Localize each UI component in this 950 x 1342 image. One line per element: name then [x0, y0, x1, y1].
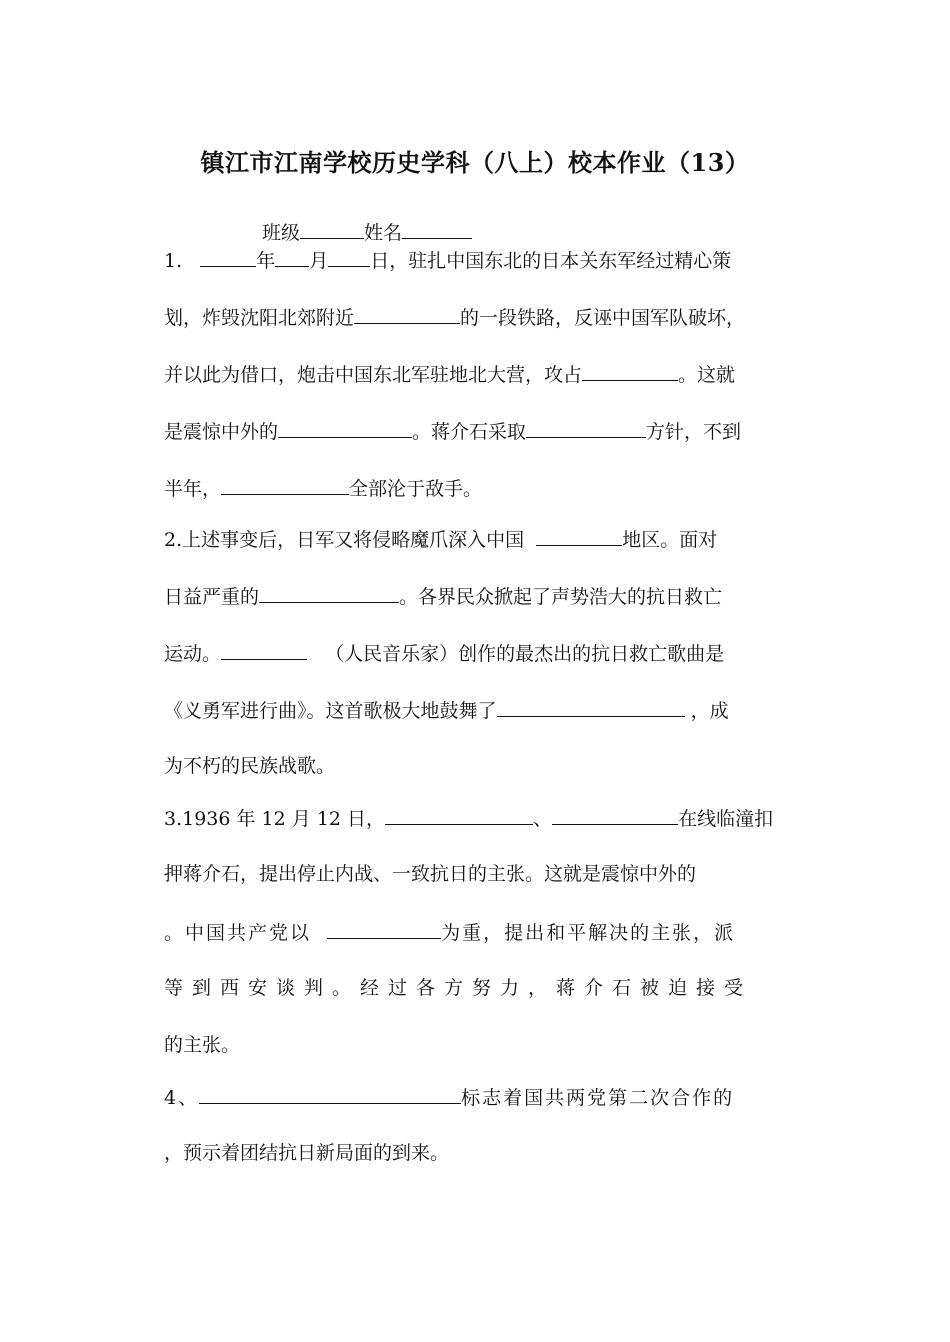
q1-text: 全部沦于敌手。: [349, 478, 483, 500]
q1-city-blank[interactable]: [582, 360, 678, 381]
q1-policy-blank[interactable]: [526, 417, 646, 438]
q1-line-1: [164, 246, 786, 274]
q3-priority-blank[interactable]: [327, 918, 441, 939]
q3-text: 等到西安谈判。经过各方努力，蒋介石被迫接受: [164, 977, 753, 999]
q1-location-blank[interactable]: [354, 303, 460, 324]
q1-event-blank[interactable]: [278, 417, 412, 438]
q1-year-blank[interactable]: [200, 246, 256, 267]
q3-line-1: [164, 804, 786, 832]
q3-text: 的主张。: [164, 1034, 241, 1056]
q4-text: 4、: [164, 1087, 200, 1109]
q1-month-label: 月: [309, 250, 329, 272]
q2-text: 《义勇军进行曲》。这首歌极大地鼓舞了: [164, 700, 497, 722]
q2-effect-blank[interactable]: [497, 696, 685, 717]
q3-text: 。中国共产党以: [164, 922, 312, 944]
q1-year-label: 年: [256, 250, 276, 272]
q3-text: 在线临潼扣: [678, 808, 774, 830]
q1-number: 1.: [164, 250, 183, 272]
q3-general-1-blank[interactable]: [385, 804, 533, 825]
name-blank[interactable]: [402, 218, 472, 239]
q3-text: 、: [533, 808, 553, 830]
q3-line-2: [164, 861, 786, 887]
q3-line-4: [164, 975, 786, 1001]
q1-text: 划，炸毁沈阳北郊附近: [164, 307, 355, 329]
q1-text: 并以此为借口，炮击中国东北军驻地北大营，攻占: [164, 364, 583, 386]
q1-line-2: [164, 303, 786, 331]
class-name-line: [262, 218, 472, 245]
q2-crisis-blank[interactable]: [259, 582, 399, 603]
q2-text: （人民音乐家）创作的最杰出的抗日救亡歌曲是: [325, 643, 725, 665]
q1-region-blank[interactable]: [221, 474, 349, 495]
q2-line-2: [164, 582, 786, 610]
q3-general-2-blank[interactable]: [552, 804, 678, 825]
q1-text: 方针，不到: [646, 421, 742, 443]
q2-text: 地区。面对: [622, 529, 718, 551]
q3-text: 3.1936 年 12 月 12 日，: [164, 808, 386, 830]
q2-text: 。各界民众掀起了声势浩大的抗日救亡: [399, 586, 723, 608]
q2-text: 为不朽的民族战歌。: [164, 755, 336, 777]
q2-line-4: [164, 696, 786, 724]
q1-text: 半年，: [164, 478, 222, 500]
q1-text: 。这就: [678, 364, 736, 386]
page-title: 镇江市江南学校历史学科（八上）校本作业（13）: [200, 148, 750, 177]
q1-text: 。蒋介石采取: [412, 421, 527, 443]
q2-line-5: [164, 753, 786, 779]
class-blank[interactable]: [300, 218, 364, 239]
q1-day-blank[interactable]: [328, 246, 370, 267]
q3-text: 为重，提出和平解决的主张，派: [441, 922, 736, 944]
q4-event-blank[interactable]: [199, 1083, 461, 1104]
q2-line-1: [164, 525, 786, 553]
q4-line-2: [164, 1140, 786, 1166]
q2-region-blank[interactable]: [536, 525, 622, 546]
q3-text: 押蒋介石，提出停止内战、一致抗日的主张。这就是震惊中外的: [164, 863, 697, 885]
q4-line-1: [164, 1083, 786, 1111]
q3-line-3: [164, 918, 786, 946]
q2-text: ，成: [690, 700, 729, 722]
q3-line-5: [164, 1032, 786, 1058]
q2-text: 日益严重的: [164, 586, 260, 608]
class-label: 班级: [262, 222, 301, 244]
q2-line-3: [164, 639, 786, 667]
q1-text: 日，驻扎中国东北的日本关东军经过精心策: [370, 250, 732, 272]
q2-musician-blank[interactable]: [221, 639, 307, 660]
q2-text: 运动。: [164, 643, 222, 665]
q1-line-5: [164, 474, 786, 502]
q1-line-3: [164, 360, 786, 388]
q1-text: 是震惊中外的: [164, 421, 279, 443]
q2-text: 2.上述事变后，日军又将侵略魔爪深入中国: [164, 529, 525, 551]
q4-text: ，预示着团结抗日新局面的到来。: [164, 1142, 450, 1164]
q4-text: 标志着国共两党第二次合作的: [461, 1087, 735, 1109]
q1-line-4: [164, 417, 786, 445]
q1-text: 的一段铁路，反诬中国军队破坏，: [460, 307, 746, 329]
name-label: 姓名: [364, 222, 403, 244]
q1-month-blank[interactable]: [275, 246, 309, 267]
